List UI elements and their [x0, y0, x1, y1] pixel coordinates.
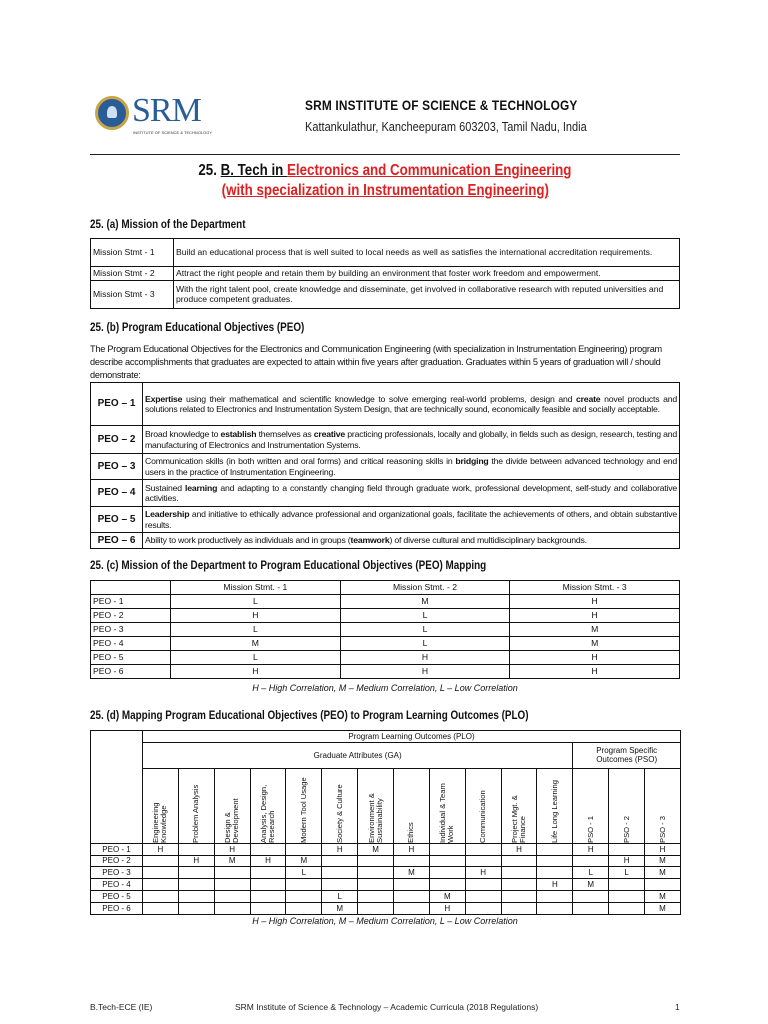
correlation-cell: M: [286, 855, 322, 867]
peo-text-segment: Sustained: [145, 482, 185, 493]
mission-text: With the right talent pool, create knowledge and disseminate, get involved in collaborative research with reputed universities and produce competent graduates.: [174, 281, 680, 309]
row-label: PEO - 4: [91, 879, 143, 891]
correlation-cell: H: [573, 843, 609, 855]
mission-row: [91, 239, 680, 267]
table-row: [91, 623, 680, 637]
peo-keyword: learning: [184, 482, 218, 493]
section-a-heading: 25. (a) Mission of the Department: [90, 219, 246, 231]
correlation-cell: [501, 867, 537, 879]
peo-text-segment: Communication skills (in both written and oral forms) and critical reasoning skills in: [145, 456, 456, 467]
peo-row: [91, 383, 680, 426]
correlation-cell: L: [573, 867, 609, 879]
column-header: [322, 768, 358, 843]
column-header: [501, 768, 537, 843]
correlation-cell: [645, 879, 681, 891]
peo-label: PEO – 1: [91, 383, 143, 426]
peo-keyword: creative: [313, 429, 346, 440]
correlation-cell: [501, 879, 537, 891]
correlation-cell: M: [171, 637, 341, 651]
correlation-cell: [537, 902, 573, 914]
row-label: PEO - 6: [91, 665, 171, 679]
mission-label: Mission Stmt - 2: [91, 267, 174, 281]
peo-text: [143, 383, 680, 426]
correlation-cell: [537, 867, 573, 879]
peo-row: [91, 507, 680, 533]
mission-table: [90, 238, 680, 309]
correlation-cell: H: [510, 651, 680, 665]
column-header: Mission Stmt. - 1: [171, 581, 341, 595]
correlation-cell: [609, 890, 645, 902]
section-b-heading: 25. (b) Program Educational Objectives (PEO): [90, 322, 305, 334]
column-header-text: Environment & Sustainability: [366, 792, 384, 843]
correlation-cell: M: [573, 879, 609, 891]
column-header: [358, 768, 394, 843]
mission-row: [91, 281, 680, 309]
correlation-cell: [358, 890, 394, 902]
table-row: [91, 637, 680, 651]
correlation-cell: M: [322, 902, 358, 914]
column-header-row: [91, 768, 681, 843]
correlation-cell: L: [171, 595, 341, 609]
correlation-cell: [286, 879, 322, 891]
table-row: [91, 867, 681, 879]
section-d-heading: 25. (d) Mapping Program Educational Objectives (PEO) to Program Learning Outcomes (PLO): [90, 710, 529, 722]
correlation-cell: [465, 902, 501, 914]
column-header-text: Design & Development: [223, 798, 241, 843]
title-specialization: (with specialization in Instrumentation Engineering): [221, 182, 549, 199]
title-degree: B. Tech in: [220, 162, 288, 179]
correlation-cell: L: [609, 867, 645, 879]
corner-cell: [91, 731, 143, 844]
correlation-cell: [465, 890, 501, 902]
table-row: [91, 879, 681, 891]
column-header: [91, 581, 171, 595]
column-header-text: Life Long Learning: [549, 779, 559, 843]
correlation-cell: [214, 867, 250, 879]
column-header: [178, 768, 214, 843]
peo-text-segment: themselves as: [256, 429, 314, 440]
row-label: PEO - 6: [91, 902, 143, 914]
correlation-cell: [358, 867, 394, 879]
correlation-cell: [429, 867, 465, 879]
peo-row: [91, 533, 680, 549]
correlation-cell: [501, 855, 537, 867]
mission-text: Attract the right people and retain them by building an environment that foster work freedom and empowerment.: [174, 267, 680, 281]
peo-keyword: bridging: [455, 456, 489, 467]
correlation-cell: [322, 879, 358, 891]
correlation-cell: M: [645, 890, 681, 902]
correlation-cell: [178, 867, 214, 879]
correlation-cell: [394, 890, 430, 902]
table-row: [91, 902, 681, 914]
column-header: [537, 768, 573, 843]
correlation-cell: [214, 879, 250, 891]
ga-header: Graduate Attributes (GA): [143, 742, 573, 768]
column-header-text: Communication: [478, 790, 488, 843]
peo-text-segment: the divide between advanced technology and end users in the practice of Instrumentation Engineering.: [145, 456, 677, 477]
correlation-cell: M: [645, 855, 681, 867]
column-header: [465, 768, 501, 843]
logo-text: SRM: [132, 92, 201, 129]
peo-intro: The Program Educational Objectives for the Electronics and Communication Engineering (with specialization in Instrumentation Engineering) program describe accomplishments that graduates are expected to attain within five years after graduation. Graduates within 5 years of graduation will / should demonstrate:: [90, 344, 662, 380]
correlation-cell: H: [250, 855, 286, 867]
correlation-cell: H: [609, 855, 645, 867]
correlation-cell: H: [501, 843, 537, 855]
row-label: PEO - 1: [91, 595, 171, 609]
peo-label: PEO – 2: [91, 426, 143, 454]
peo-row: [91, 426, 680, 454]
peo-label: PEO – 4: [91, 480, 143, 507]
column-header-text: Individual & Team Work: [438, 782, 456, 843]
correlation-cell: [573, 855, 609, 867]
correlation-cell: [609, 902, 645, 914]
correlation-cell: H: [178, 855, 214, 867]
correlation-cell: H: [143, 843, 179, 855]
column-header: [429, 768, 465, 843]
correlation-cell: M: [510, 623, 680, 637]
correlation-cell: [250, 867, 286, 879]
correlation-cell: [394, 879, 430, 891]
correlation-cell: H: [510, 665, 680, 679]
correlation-cell: [537, 843, 573, 855]
mission-peo-mapping-table: [90, 580, 680, 679]
mapping-c-legend: H – High Correlation, M – Medium Correlation, L – Low Correlation: [252, 683, 518, 693]
correlation-cell: H: [537, 879, 573, 891]
peo-keyword: create: [576, 393, 601, 404]
peo-text-segment: and initiative to ethically advance professional and organizational goals, facilitate the achievements of others, and obtain substantive results.: [145, 509, 677, 530]
institute-address: Kattankulathur, Kancheepuram 603203, Tamil Nadu, India: [305, 120, 587, 134]
correlation-cell: H: [394, 843, 430, 855]
correlation-cell: [286, 843, 322, 855]
peo-plo-mapping-table: [90, 730, 681, 915]
peo-text-segment: and adapting to a constantly changing field through graduate work, professional development, self-study and collaborative activities.: [145, 482, 677, 503]
peo-text: [143, 507, 680, 533]
mission-text: Build an educational process that is well suited to local needs as well as satisfies the international accreditation requirements.: [174, 239, 680, 267]
column-header: [286, 768, 322, 843]
peo-label: PEO – 5: [91, 507, 143, 533]
pso-header: Program Specific Outcomes (PSO): [573, 742, 681, 768]
mission-row: [91, 267, 680, 281]
table-row: [91, 609, 680, 623]
header-row: [91, 581, 680, 595]
correlation-cell: [143, 855, 179, 867]
correlation-cell: [214, 890, 250, 902]
peo-text-segment: novel products and solutions related to Electronics and Instrumentation System Design, that are technically sound, economically feasible and socially acceptable.: [145, 393, 677, 414]
table-row: [91, 890, 681, 902]
mapping-d-legend: H – High Correlation, M – Medium Correlation, L – Low Correlation: [252, 916, 518, 926]
row-label: PEO - 4: [91, 637, 171, 651]
column-header-text: PSO - 1: [585, 815, 595, 843]
logo-subtext: INSTITUTE OF SCIENCE & TECHNOLOGY: [133, 130, 213, 135]
correlation-cell: L: [171, 651, 341, 665]
correlation-cell: L: [340, 623, 510, 637]
table-row: [91, 651, 680, 665]
correlation-cell: M: [645, 867, 681, 879]
column-header-text: Engineering Knowledge: [151, 802, 169, 843]
correlation-cell: [178, 902, 214, 914]
row-label: PEO - 1: [91, 843, 143, 855]
correlation-cell: H: [340, 651, 510, 665]
peo-keyword: Leadership: [145, 509, 190, 520]
column-header-text: Project Mgt. & Finance: [510, 795, 528, 843]
institute-name: SRM INSTITUTE OF SCIENCE & TECHNOLOGY: [305, 98, 578, 113]
peo-keyword: establish: [220, 429, 257, 440]
peo-row: [91, 454, 680, 480]
correlation-cell: [178, 879, 214, 891]
column-header: [143, 768, 179, 843]
row-label: PEO - 2: [91, 855, 143, 867]
correlation-cell: [286, 890, 322, 902]
correlation-cell: M: [340, 595, 510, 609]
table-row: [91, 843, 681, 855]
correlation-cell: H: [171, 609, 341, 623]
correlation-cell: [609, 843, 645, 855]
correlation-cell: M: [510, 637, 680, 651]
correlation-cell: M: [645, 902, 681, 914]
correlation-cell: M: [214, 855, 250, 867]
section-c-heading: 25. (c) Mission of the Department to Program Educational Objectives (PEO) Mapping: [90, 560, 487, 572]
correlation-cell: [537, 890, 573, 902]
peo-text-segment: ) of diverse cultural and multidisciplinary backgrounds.: [389, 535, 587, 546]
column-header-text: PSO - 3: [657, 815, 667, 843]
attribute-group-row: [91, 742, 681, 768]
table-row: [91, 665, 680, 679]
correlation-cell: [214, 902, 250, 914]
peo-text-segment: practicing professionals, locally and globally, in fields such as design, research, testing and manufacturing of Electronics and Instrumentation Systems.: [145, 429, 677, 450]
correlation-cell: [143, 879, 179, 891]
peo-keyword: teamwork: [350, 535, 390, 546]
row-label: PEO - 5: [91, 651, 171, 665]
correlation-cell: [573, 890, 609, 902]
plo-header-row: [91, 731, 681, 743]
mission-label: Mission Stmt - 1: [91, 239, 174, 267]
correlation-cell: M: [358, 843, 394, 855]
peo-text-segment: Broad knowledge to: [145, 429, 221, 440]
column-header: [214, 768, 250, 843]
column-header: [609, 768, 645, 843]
correlation-cell: [143, 890, 179, 902]
correlation-cell: [286, 902, 322, 914]
footer-title: SRM Institute of Science & Technology – Academic Curricula (2018 Regulations): [235, 1002, 539, 1012]
srm-logo: [95, 92, 213, 140]
peo-text: [143, 454, 680, 480]
column-header: [573, 768, 609, 843]
peo-text: [143, 533, 680, 549]
column-header: [645, 768, 681, 843]
title-program: Electronics and Communication Engineering: [287, 162, 572, 179]
correlation-cell: [143, 867, 179, 879]
correlation-cell: [394, 855, 430, 867]
correlation-cell: [358, 879, 394, 891]
correlation-cell: [429, 879, 465, 891]
column-header-text: Modern Tool Usage: [298, 777, 308, 843]
correlation-cell: [250, 843, 286, 855]
column-header-text: Analysis, Design, Research: [259, 784, 276, 843]
correlation-cell: H: [171, 665, 341, 679]
peo-table: [90, 382, 680, 549]
correlation-cell: [250, 902, 286, 914]
correlation-cell: H: [510, 595, 680, 609]
correlation-cell: L: [322, 890, 358, 902]
correlation-cell: L: [340, 637, 510, 651]
column-header: [394, 768, 430, 843]
correlation-cell: [394, 902, 430, 914]
peo-text: [143, 480, 680, 507]
peo-label: PEO – 6: [91, 533, 143, 549]
correlation-cell: L: [171, 623, 341, 637]
correlation-cell: L: [286, 867, 322, 879]
column-header-text: Ethics: [406, 822, 416, 843]
correlation-cell: [429, 855, 465, 867]
correlation-cell: [501, 890, 537, 902]
column-header: Mission Stmt. - 2: [340, 581, 510, 595]
correlation-cell: [609, 879, 645, 891]
correlation-cell: H: [429, 902, 465, 914]
correlation-cell: [573, 902, 609, 914]
correlation-cell: [143, 902, 179, 914]
row-label: PEO - 3: [91, 867, 143, 879]
correlation-cell: [537, 855, 573, 867]
peo-text-segment: Ability to work productively as individuals and in groups (: [145, 535, 351, 546]
correlation-cell: [465, 879, 501, 891]
mission-label: Mission Stmt - 3: [91, 281, 174, 309]
column-header-text: Problem Analysis: [191, 784, 201, 843]
correlation-cell: M: [394, 867, 430, 879]
correlation-cell: H: [465, 867, 501, 879]
correlation-cell: [465, 843, 501, 855]
correlation-cell: [465, 855, 501, 867]
row-label: PEO - 3: [91, 623, 171, 637]
row-label: PEO - 5: [91, 890, 143, 902]
correlation-cell: H: [340, 665, 510, 679]
page-number: 1: [675, 1002, 680, 1012]
peo-text-segment: using their mathematical and scientific knowledge to solve emerging real-world problems, design and: [182, 393, 576, 404]
column-header-text: Society & Culture: [334, 784, 344, 843]
header-divider: [90, 154, 680, 155]
correlation-cell: [178, 890, 214, 902]
page-subtitle: [90, 182, 680, 200]
correlation-cell: [501, 902, 537, 914]
title-number: 25.: [198, 162, 221, 179]
correlation-cell: H: [322, 843, 358, 855]
peo-row: [91, 480, 680, 507]
plo-header: Program Learning Outcomes (PLO): [143, 731, 681, 743]
row-label: PEO - 2: [91, 609, 171, 623]
correlation-cell: L: [340, 609, 510, 623]
footer-program: B.Tech-ECE (IE): [90, 1002, 153, 1012]
column-header: Mission Stmt. - 3: [510, 581, 680, 595]
correlation-cell: [358, 855, 394, 867]
correlation-cell: [358, 902, 394, 914]
correlation-cell: [250, 879, 286, 891]
correlation-cell: M: [429, 890, 465, 902]
correlation-cell: H: [510, 609, 680, 623]
correlation-cell: [429, 843, 465, 855]
correlation-cell: H: [645, 843, 681, 855]
column-header-text: PSO - 2: [621, 815, 631, 843]
peo-keyword: Expertise: [145, 393, 183, 404]
correlation-cell: H: [214, 843, 250, 855]
correlation-cell: [322, 867, 358, 879]
table-row: [91, 595, 680, 609]
peo-text: [143, 426, 680, 454]
table-row: [91, 855, 681, 867]
correlation-cell: [250, 890, 286, 902]
correlation-cell: [322, 855, 358, 867]
correlation-cell: [178, 843, 214, 855]
column-header: [250, 768, 286, 843]
logo-emblem-icon: [95, 96, 129, 130]
page-title: [90, 162, 680, 180]
peo-label: PEO – 3: [91, 454, 143, 480]
